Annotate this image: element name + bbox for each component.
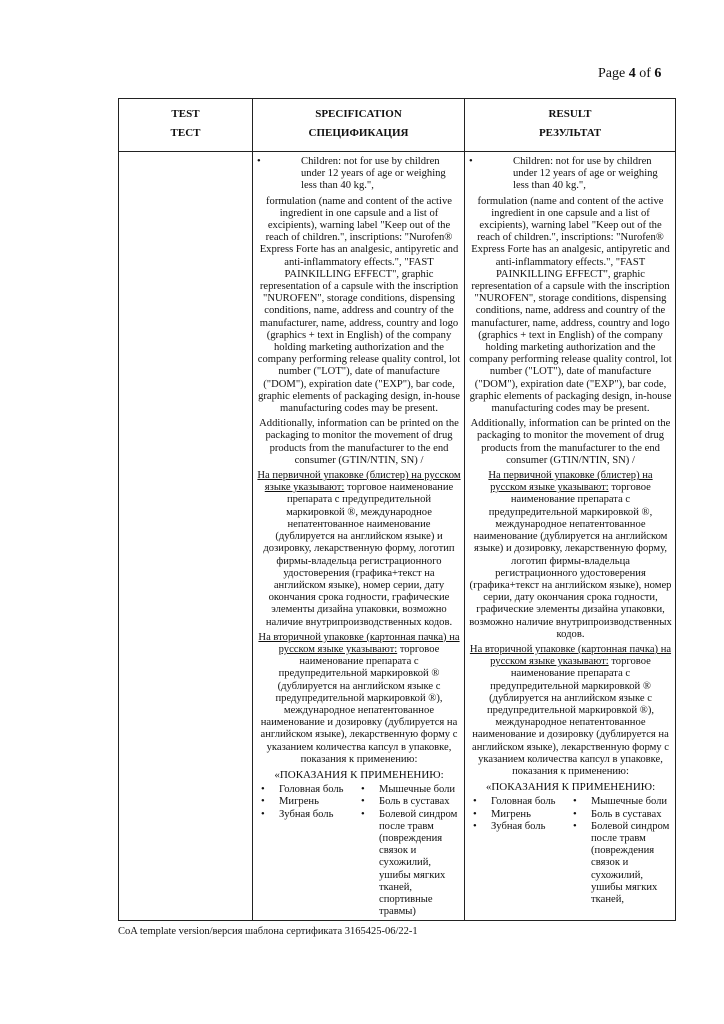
- list-item: [569, 796, 672, 808]
- list-item: [469, 821, 569, 833]
- page-current: 4: [628, 66, 636, 81]
- result-primary-body: торговое наименование препарата с предупредительной маркировкой ®, международное непатентованное наименование (дублируется на английском языке) и дозировку, лекарственную форму, логотип фирмы-владельца регистрационного удостоверения (графика+текст на английском языке), номер серии, дату окончания срока годности, графические элементы дизайна упаковки, возможно наличие внутрипроизводственных кодов.: [469, 482, 672, 640]
- list-item-text: Зубная боль: [279, 808, 334, 820]
- spec-secondary-body: торговое наименование препарата с предупредительной маркировкой ® (дублируется на английском языке с предупредительной маркировкой ®), международное непатентованное наименование и дозировку (дублируется на английском языке), лекарственную форму с указанием количества капсул в упаковке, показания к применению:: [260, 643, 458, 765]
- bullet-icon: •: [469, 156, 473, 167]
- spec-indications-list: [257, 784, 461, 918]
- bullet-icon: •: [361, 796, 365, 808]
- list-item-text: Мигрень: [279, 796, 319, 808]
- result-cell: [465, 152, 676, 921]
- list-item: [357, 784, 461, 796]
- list-item: [257, 784, 357, 796]
- page-number: [598, 66, 661, 82]
- coa-table: [118, 98, 676, 921]
- header-result: [465, 99, 676, 152]
- result-primary-head: На первичной упаковке (блистер) на русском языке указывают:: [488, 470, 653, 494]
- table-row: [119, 152, 676, 921]
- spec-secondary: [257, 632, 461, 766]
- list-item-text: Мышечные боли: [591, 796, 668, 808]
- spec-primary-head: На первичной упаковке (блистер) на русском языке указывают:: [257, 470, 461, 494]
- list-item: [469, 809, 569, 821]
- result-primary: [469, 470, 672, 641]
- bullet-icon: •: [261, 784, 265, 796]
- spec-children: Children: not for use by children under 12 years of age or weighing less than 40 kg.",: [301, 156, 446, 192]
- spec-primary: [257, 470, 461, 629]
- result-secondary: [469, 644, 672, 778]
- spec-indications-title: «ПОКАЗАНИЯ К ПРИМЕНЕНИЮ:: [274, 768, 444, 781]
- list-item-text: Мигрень: [491, 808, 531, 820]
- list-item: [257, 809, 357, 821]
- bullet-icon: •: [473, 820, 477, 832]
- header-spec-ru: СПЕЦИФИКАЦИЯ: [308, 127, 409, 139]
- list-item: [257, 796, 357, 808]
- spec-cell: [253, 152, 465, 921]
- list-item-text: Головная боль: [279, 784, 344, 796]
- header-test: [119, 99, 253, 152]
- page-total: 6: [654, 66, 662, 81]
- list-item-text: Болевой синдром после травм (повреждения связок и сухожилий, ушибы мягких тканей,: [591, 820, 670, 905]
- bullet-icon: •: [261, 808, 265, 820]
- list-item-text: Болевой синдром после травм (повреждения связок и сухожилий, ушибы мягких тканей, спортивные травмы): [379, 808, 458, 918]
- list-item-text: Мышечные боли: [379, 784, 456, 796]
- list-item: [569, 809, 672, 821]
- result-indications-title: «ПОКАЗАНИЯ К ПРИМЕНЕНИЮ:: [485, 781, 656, 794]
- result-children: Children: not for use by children under 12 years of age or weighing less than 40 kg.",: [513, 156, 658, 192]
- bullet-icon: •: [573, 808, 577, 820]
- header-spec-en: SPECIFICATION: [315, 108, 402, 120]
- bullet-icon: •: [261, 796, 265, 808]
- list-item-text: Боль в суставах: [591, 808, 662, 820]
- header-test-en: TEST: [171, 108, 200, 120]
- result-indications-list: [469, 796, 672, 906]
- header-result-ru: РЕЗУЛЬТАТ: [538, 127, 602, 139]
- header-spec: [253, 99, 465, 152]
- page-body: [118, 98, 673, 938]
- header-result-en: RESULT: [548, 108, 592, 120]
- result-formulation: formulation (name and content of the active ingredient in one capsule and a list of excipients), warning label "Keep out of the reach of children.", inscriptions: "Nurofen® Express Forte has an analgesic, antipyretic and anti-inflammatory effects.", "FAST PAINKILLING EFFECT", graphic representation of a capsule with the inscription "NUROFEN", storage conditions, dispensing conditions, name, address and country of the manufacturer, name, address, country and logo (graphics + text in English) of the company holding marketing authorization and the company performing release quality control, lot number ("LOT"), date of manufacture ("DOM"), expiration date ("EXP"), bar code, graphic elements of packaging design, in-house manufacturing codes may be present.: [469, 195, 672, 415]
- list-item-text: Головная боль: [491, 796, 556, 808]
- spec-primary-body: торговое наименование препарата с предупредительной маркировкой ®, международное непатентованное наименование (дублируется на английском языке) и дозировку, лекарственную форму, логотип фирмы-владельца регистрационного удостоверения (графика+текст на английском языке), номер серии, дату окончания срока годности, графические элементы дизайна упаковки, возможно наличие внутрипроизводственных кодов.: [263, 482, 455, 628]
- bullet-icon: •: [473, 808, 477, 820]
- bullet-icon: •: [361, 808, 365, 820]
- table-header-row: [119, 99, 676, 152]
- list-item: [569, 821, 672, 906]
- bullet-icon: •: [573, 796, 577, 808]
- list-item: [469, 796, 569, 808]
- test-cell: [119, 152, 253, 921]
- bullet-icon: •: [257, 156, 261, 167]
- list-item-text: Зубная боль: [491, 820, 546, 832]
- bullet-icon: •: [473, 796, 477, 808]
- spec-additionally: Additionally, information can be printed on the packaging to monitor the movement of drug products from the manufacturer to the end consumer (GTIN/NTIN, SN) /: [259, 418, 459, 466]
- list-item-text: Боль в суставах: [379, 796, 450, 808]
- page-of: of: [639, 66, 651, 81]
- bullet-icon: •: [361, 784, 365, 796]
- result-additionally: Additionally, information can be printed on the packaging to monitor the movement of drug products from the manufacturer to the end consumer (GTIN/NTIN, SN) /: [470, 418, 671, 466]
- spec-formulation: formulation (name and content of the active ingredient in one capsule and a list of excipients), warning label "Keep out of the reach of children.", inscriptions: "Nurofen® Express Forte has an analgesic, antipyretic and anti-inflammatory effects.", "FAST PAINKILLING EFFECT", graphic representation of a capsule with the inscription "NUROFEN", storage conditions, dispensing conditions, name, address and country of the manufacturer, name, address, country and logo (graphics + text in English) of the company holding marketing authorization and the company performing release quality control, lot number ("LOT"), date of manufacture ("DOM"), expiration date ("EXP"), bar code, graphic elements of packaging design, in-house manufacturing codes may be present.: [257, 195, 461, 415]
- footer-template-version: CoA template version/версия шаблона сертификата 3165425-06/22-1: [118, 926, 418, 938]
- list-item: [357, 796, 461, 808]
- result-secondary-body: торговое наименование препарата с предупредительной маркировкой ® (дублируется на английском языке с предупредительной маркировкой ®), международное непатентованное наименование и дозировку (дублируется на английском языке), лекарственную форму с указанием количества капсул в упаковке, показания к применению:: [472, 656, 669, 777]
- spec-secondary-head: На вторичной упаковке (картонная пачка) на русском языке указывают:: [258, 631, 460, 655]
- page-label: Page: [598, 66, 626, 81]
- header-test-ru: ТЕСТ: [170, 127, 201, 139]
- list-item: [357, 809, 461, 919]
- result-secondary-head: На вторичной упаковке (картонная пачка) на русском языке указывают:: [469, 643, 672, 668]
- bullet-icon: •: [573, 820, 577, 832]
